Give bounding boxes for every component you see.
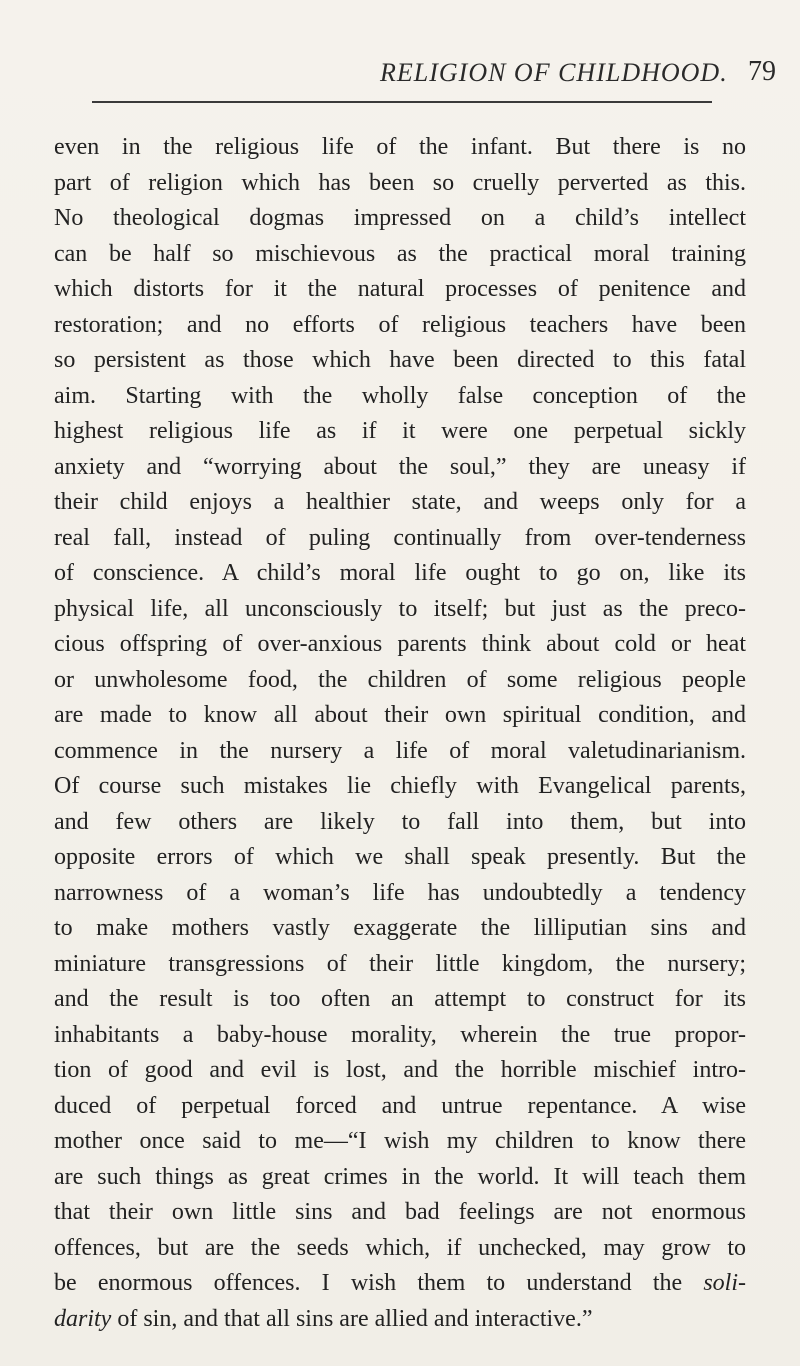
text-line: offences, but are the seeds which, if unchecked, may grow to xyxy=(54,1234,746,1261)
text-line: restoration; and no efforts of religious teachers have been xyxy=(54,311,746,338)
running-title: RELIGION OF CHILDHOOD. xyxy=(380,58,728,87)
text-line: Of course such mistakes lie chiefly with Evangelical parents, xyxy=(54,773,746,799)
text-line: opposite errors of which we shall speak presently. But the xyxy=(54,844,746,870)
text-line: cious offspring of over-anxious parents think about cold or heat xyxy=(54,631,746,657)
text-line: duced of perpetual forced and untrue repentance. A wise xyxy=(54,1092,746,1119)
text-line: miniature transgressions of their little kingdom, the nursery; xyxy=(54,950,746,977)
text-line: real fall, instead of puling continually from over-tenderness xyxy=(54,524,746,551)
header-rule xyxy=(92,101,712,103)
text-line: of conscience. A child’s moral life ought to go on, like its xyxy=(54,560,746,586)
text-line: commence in the nursery a life of moral valetudinarianism. xyxy=(54,737,746,764)
text-line: part of religion which has been so cruelly perverted as this. xyxy=(54,169,746,196)
text-line: and few others are likely to fall into them, but into xyxy=(54,808,746,835)
text-line: even in the religious life of the infant. But there is no xyxy=(54,134,746,160)
text-line: which distorts for it the natural processes of penitence and xyxy=(54,276,746,302)
text-segment: be enormous offences. I wish them to understand the xyxy=(54,1270,683,1296)
text-line: are made to know all about their own spiritual condition, and xyxy=(54,702,746,728)
text-line: aim. Starting with the wholly false conception of the xyxy=(54,382,746,409)
text-line: narrowness of a woman’s life has undoubtedly a tendency xyxy=(54,879,746,906)
text-line: tion of good and evil is lost, and the horrible mischief intro- xyxy=(54,1057,746,1083)
body-text xyxy=(54,130,746,1337)
text-line: their child enjoys a healthier state, and weeps only for a xyxy=(54,489,746,515)
text-line-with-emphasis xyxy=(54,1266,746,1302)
text-line: and the result is too often an attempt to construct for its xyxy=(54,986,746,1012)
text-line: can be half so mischievous as the practical moral training xyxy=(54,240,746,267)
text-segment: of sin, and that all sins are allied and interactive.” xyxy=(111,1305,593,1332)
text-line: inhabitants a baby-house morality, wherein the true propor- xyxy=(54,1021,746,1048)
italic-word: soli- xyxy=(703,1270,747,1296)
text-line: mother once said to me—“I wish my children to know there xyxy=(54,1128,746,1154)
page-number: 79 xyxy=(748,56,776,87)
text-line: that their own little sins and bad feelings are not enormous xyxy=(54,1199,746,1225)
text-line-final xyxy=(54,1302,746,1338)
text-line: so persistent as those which have been directed to this fatal xyxy=(54,347,746,373)
text-line: are such things as great crimes in the world. It will teach them xyxy=(54,1163,746,1190)
italic-word: darity xyxy=(54,1305,112,1332)
text-line: or unwholesome food, the children of some religious people xyxy=(54,666,746,693)
text-line: No theological dogmas impressed on a child’s intellect xyxy=(54,205,746,231)
text-line: highest religious life as if it were one perpetual sickly xyxy=(54,418,746,444)
text-line: physical life, all unconsciously to itself; but just as the preco- xyxy=(54,595,746,622)
text-line: anxiety and “worrying about the soul,” they are uneasy if xyxy=(54,453,746,480)
text-line: to make mothers vastly exaggerate the lilliputian sins and xyxy=(54,915,746,941)
